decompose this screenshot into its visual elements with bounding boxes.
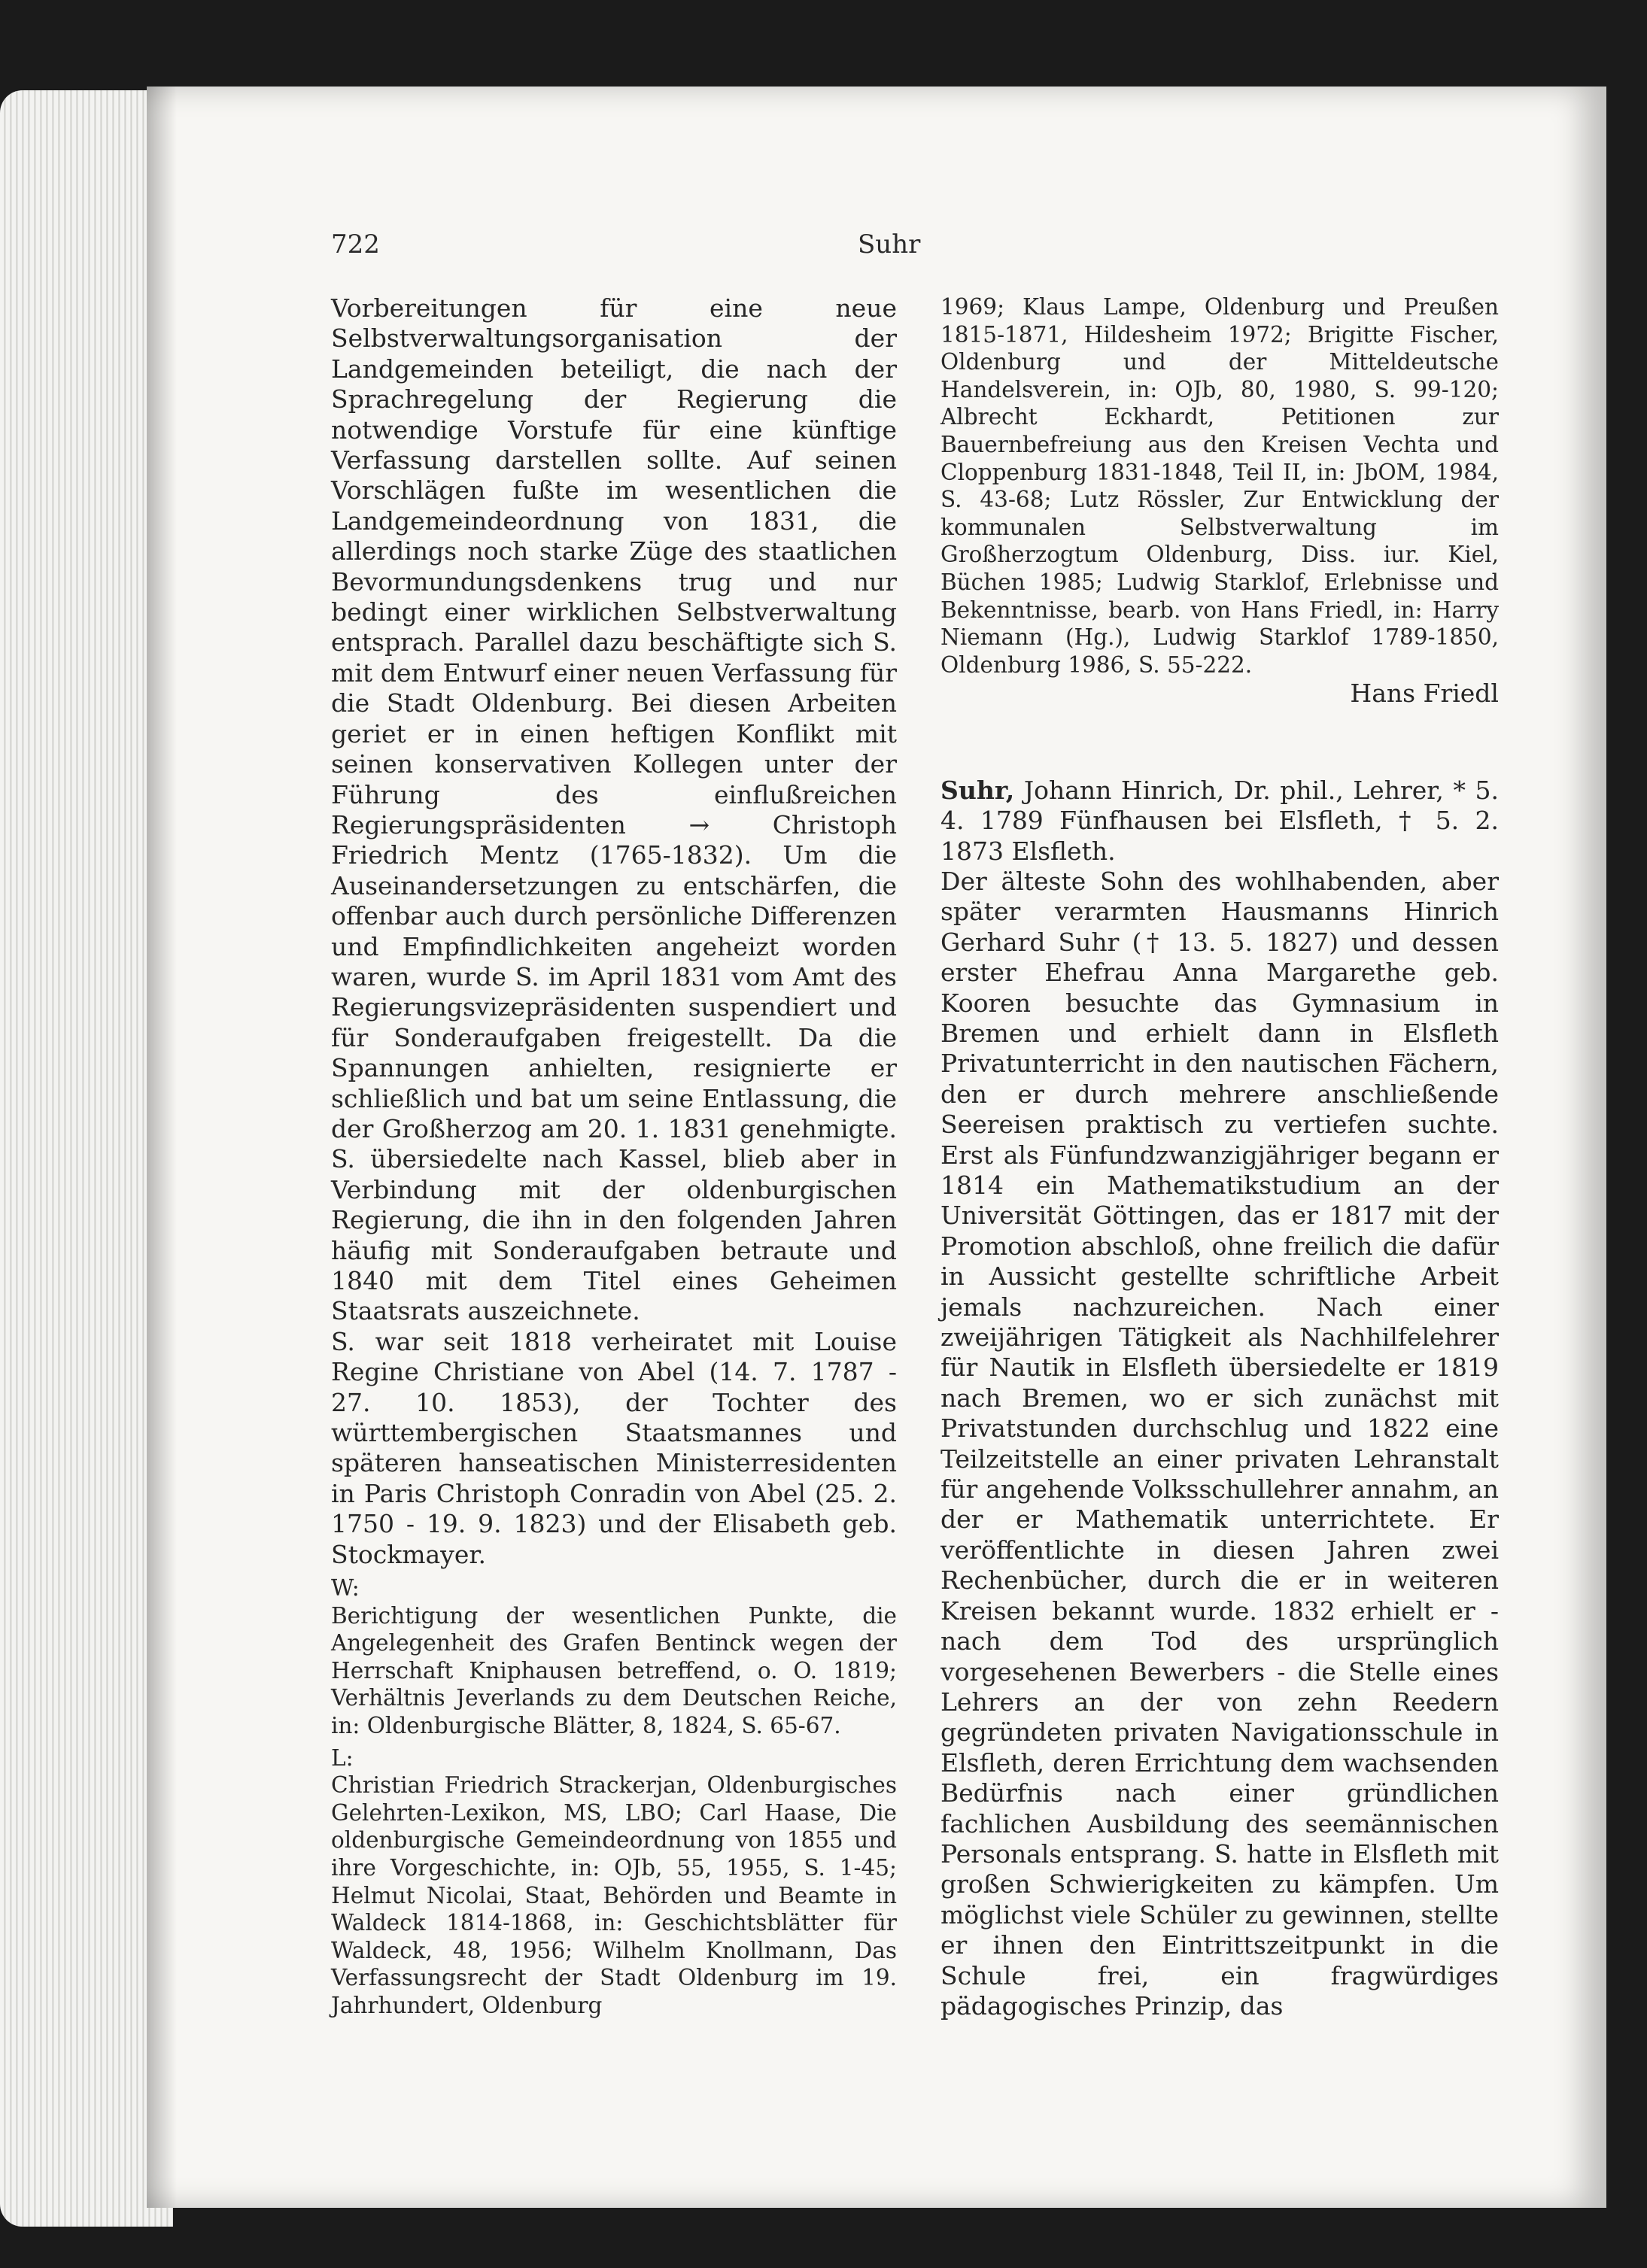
entry-heading — [940, 776, 1499, 867]
entry-body: Der älteste Sohn des wohlhabenden, aber später verarmten Hausmanns Hinrich Gerhard Suhr († 13. 5. 1827) und dessen erster Ehefrau Anna Margarethe geb. Kooren besuchte das Gymnasium in Bremen und erhielt dann in Elsfleth Privatunterricht in den nautischen Fächern, den er durch mehrere anschließende Seereisen praktisch zu vertiefen suchte. Erst als Fünfundzwanzigjähriger begann er 1814 ein Mathematikstudium an der Universität Göttingen, das er 1817 mit der Promotion abschloß, ohne freilich die dafür in Aussicht gestellte schriftliche Arbeit jemals nachzureichen. Nach einer zweijährigen Tätigkeit als Nachhilfelehrer für Nautik in Elsfleth übersiedelte er 1819 nach Bremen, wo er sich zunächst mit Privatstunden durchschlug und 1822 eine Teilzeitstelle an einer privaten Lehranstalt für angehende Volksschullehrer annahm, an der er Mathematik unterrichtete. Er veröffentlichte in diesen Jahren zwei Rechenbücher, durch die er in weiteren Kreisen bekannt wurde. 1832 erhielt er - nach dem Tod des ursprünglich vorgesehenen Bewerbers - die Stelle eines Lehrers an der von zehn Reedern gegründeten privaten Navigationsschule in Elsfleth, deren Errichtung dem wachsenden Bedürfnis nach einer gründlichen fachlichen Ausbildung des seemännischen Personals entsprang. S. hatte in Elsfleth mit großen Schwierigkeiten zu kämpfen. Um möglichst viele Schüler zu gewinnen, stellte er ihnen den Eintrittszeitpunkt in die Schule frei, ein fragwürdiges pädagogisches Prinzip, das — [940, 866, 1499, 2021]
running-head: Suhr — [858, 229, 921, 260]
entry-dates: Johann Hinrich, Dr. phil., Lehrer, * 5. 4. 1789 Fünfhausen bei Elsfleth, † 5. 2. 1873 Elsfleth. — [940, 775, 1499, 866]
literature-continued: 1969; Klaus Lampe, Oldenburg und Preußen 1815-1871, Hildesheim 1972; Brigitte Fischer, Oldenburg und der Mitteldeutsche Handelsverein, in: OJb, 80, 1980, S. 99-120; Albrecht Eckhardt, Petitionen zur Bauernbefreiung aus den Kreisen Vechta und Cloppenburg 1831-1848, Teil II, in: JbOM, 1984, S. 43-68; Lutz Rössler, Zur Entwicklung der kommunalen Selbstverwaltung im Großherzogtum Oldenburg, Diss. iur. Kiel, Büchen 1985; Ludwig Starklof, Erlebnisse und Bekenntnisse, bearb. von Hans Friedl, in: Harry Niemann (Hg.), Ludwig Starklof 1789-1850, Oldenburg 1986, S. 55-222. — [940, 294, 1499, 678]
entry-separator — [940, 709, 1499, 776]
works-list: Berichtigung der wesentlichen Punkte, die Angelegenheit des Grafen Bentinck wegen der Herrschaft Kniphausen betreffend, o. O. 1819; Verhältnis Jeverlands zu dem Deutschen Reiche, in: Oldenburgische Blätter, 8, 1824, S. 65-67. — [331, 1602, 897, 1739]
literature-list: Christian Friedrich Strackerjan, Oldenburgisches Gelehrten-Lexikon, MS, LBO; Carl Haase, Die oldenburgische Gemeindeordnung von 1855 und ihre Vorgeschichte, in: OJb, 55, 1955, S. 1-45; Helmut Nicolai, Staat, Behörden und Beamte in Waldeck 1814-1868, in: Geschichtsblätter für Waldeck, 48, 1956; Wilhelm Knollmann, Das Verfassungsrecht der Stadt Oldenburg im 19. Jahrhundert, Oldenburg — [331, 1772, 897, 2018]
literature-label: L: — [331, 1744, 354, 1771]
spine-shadow — [147, 87, 177, 2208]
biography-family-text: S. war seit 1818 verheiratet mit Louise Regine Christiane von Abel (14. 7. 1787 - 27. 10. 1853), der Tochter des württembergischen Staatsmannes und späteren hanseatischen Ministerresidenten in Paris Christoph Conradin von Abel (25. 2. 1750 - 19. 9. 1823) und der Elisabeth geb. Stockmayer. — [331, 1326, 897, 1569]
left-column — [331, 293, 897, 2020]
entry-name: Suhr, — [940, 775, 1015, 805]
author-signature: Hans Friedl — [1350, 679, 1499, 709]
biography-text: Vorbereitungen für eine neue Selbstverwaltungsorganisation der Landgemeinden beteiligt, die nach der Sprachregelung der Regierung die notwendige Vorstufe für eine künftige Verfassung darstellen sollte. Auf seinen Vorschlägen fußte im wesentlichen die Landgemeindeordnung von 1831, die allerdings noch starke Züge des staatlichen Bevormundungsdenkens trug und nur bedingt einer wirklichen Selbstverwaltung entsprach. Parallel dazu beschäftigte sich S. mit dem Entwurf einer neuen Verfassung für die Stadt Oldenburg. Bei diesen Arbeiten geriet er in einen heftigen Konflikt mit seinen konservativen Kollegen unter der Führung des einflußreichen Regierungspräsidenten → Christoph Friedrich Mentz (1765-1832). Um die Auseinandersetzungen zu entschärfen, die offenbar auch durch persönliche Differenzen und Empfindlichkeiten angeheizt worden waren, wurde S. im April 1831 vom Amt des Regierungsvizepräsidenten suspendiert und für Sonderaufgaben freigestellt. Da die Spannungen anhielten, resignierte er schließlich und bat um seine Entlassung, die der Großherzog am 20. 1. 1831 genehmigte. S. übersiedelte nach Kassel, blieb aber in Verbindung mit der oldenburgischen Regierung, die ihn in den folgenden Jahren häufig mit Sonderaufgaben betraute und 1840 mit dem Titel eines Geheimen Staatsrats auszeichnete. — [331, 293, 897, 1326]
right-column — [940, 293, 1499, 2021]
works-label: W: — [331, 1575, 360, 1602]
page-number: 722 — [331, 229, 380, 260]
